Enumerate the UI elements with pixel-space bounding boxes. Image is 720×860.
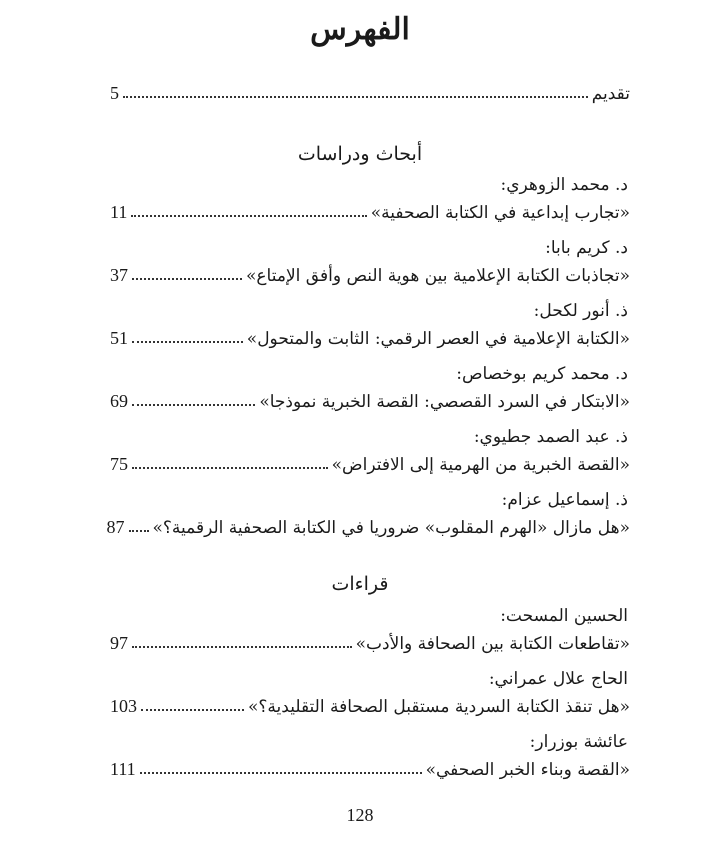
toc-author: عائشة بوزرار: (529, 732, 628, 752)
dot-leader (132, 404, 255, 406)
toc-entry[interactable] (110, 691, 630, 717)
section-heading-readings: قراءات (331, 573, 389, 595)
toc-entry[interactable] (110, 628, 630, 654)
toc-author: ذ. إسماعيل عزام: (501, 490, 628, 510)
toc-entry-title: «هل مازال «الهرم المقلوب» ضروريا في الكتابة الصحفية الرقمية؟» (152, 518, 630, 538)
toc-entry-title: «القصة الخبرية من الهرمية إلى الافتراض» (331, 455, 630, 475)
toc-entry-page: 11 (110, 202, 128, 222)
toc-entry-page: 103 (110, 696, 137, 716)
toc-author: ذ. أنور لكحل: (533, 301, 628, 321)
toc-entry[interactable] (110, 386, 630, 412)
page-title: الفهرس (310, 12, 410, 47)
toc-entry-title: «الكتابة الإعلامية في العصر الرقمي: الثابت والمتحول» (246, 329, 630, 349)
dot-leader (141, 709, 244, 711)
toc-entry[interactable] (110, 449, 630, 475)
dot-leader (132, 467, 328, 469)
toc-author: الحسين المسحت: (500, 606, 628, 626)
toc-entry-title: «تقاطعات الكتابة بين الصحافة والأدب» (355, 634, 630, 654)
toc-entry[interactable] (106, 512, 630, 538)
toc-entry-title: «تجاذبات الكتابة الإعلامية بين هوية النص وأفق الإمتاع» (246, 266, 630, 286)
toc-author: د. كريم بابا: (545, 238, 628, 258)
dot-leader (140, 772, 422, 774)
toc-entry[interactable] (110, 197, 630, 223)
toc-author: د. محمد كريم بوخصاص: (456, 364, 628, 384)
toc-entry-page: 69 (110, 391, 128, 411)
page-number: 128 (346, 805, 374, 825)
dot-leader (132, 646, 352, 648)
toc-entry-page: 87 (106, 517, 125, 537)
toc-entry-title: «القصة وبناء الخبر الصحفي» (425, 760, 630, 780)
toc-entry[interactable] (110, 323, 630, 349)
toc-author: ذ. عبد الصمد جطيوي: (473, 427, 628, 447)
section-heading-studies: أبحاث ودراسات (297, 143, 423, 165)
toc-author: الحاج علال عمراني: (488, 669, 628, 689)
toc-entry-title: «الابتكار في السرد القصصي: القصة الخبرية نموذجا» (259, 392, 630, 412)
dot-leader (129, 530, 149, 532)
toc-entry[interactable] (110, 754, 630, 780)
toc-entry-title: «هل تنقذ الكتابة السردية مستقبل الصحافة التقليدية؟» (248, 697, 630, 717)
dot-leader (132, 341, 243, 343)
toc-entry-page: 51 (110, 328, 128, 348)
dot-leader (131, 215, 366, 217)
toc-entry-page: 111 (110, 759, 136, 779)
dot-leader (123, 96, 588, 98)
dot-leader (132, 278, 242, 280)
toc-entry-title: «تجارب إبداعية في الكتابة الصحفية» (370, 203, 630, 223)
toc-entry-page: 97 (110, 633, 128, 653)
toc-entry-title: تقديم (591, 84, 630, 104)
toc-entry-intro[interactable] (110, 78, 630, 104)
toc-entry-page: 37 (110, 265, 128, 285)
toc-entry-page: 75 (110, 454, 128, 474)
toc-entry[interactable] (110, 260, 630, 286)
toc-entry-page: 5 (110, 83, 119, 103)
toc-author: د. محمد الزوهري: (500, 175, 628, 195)
